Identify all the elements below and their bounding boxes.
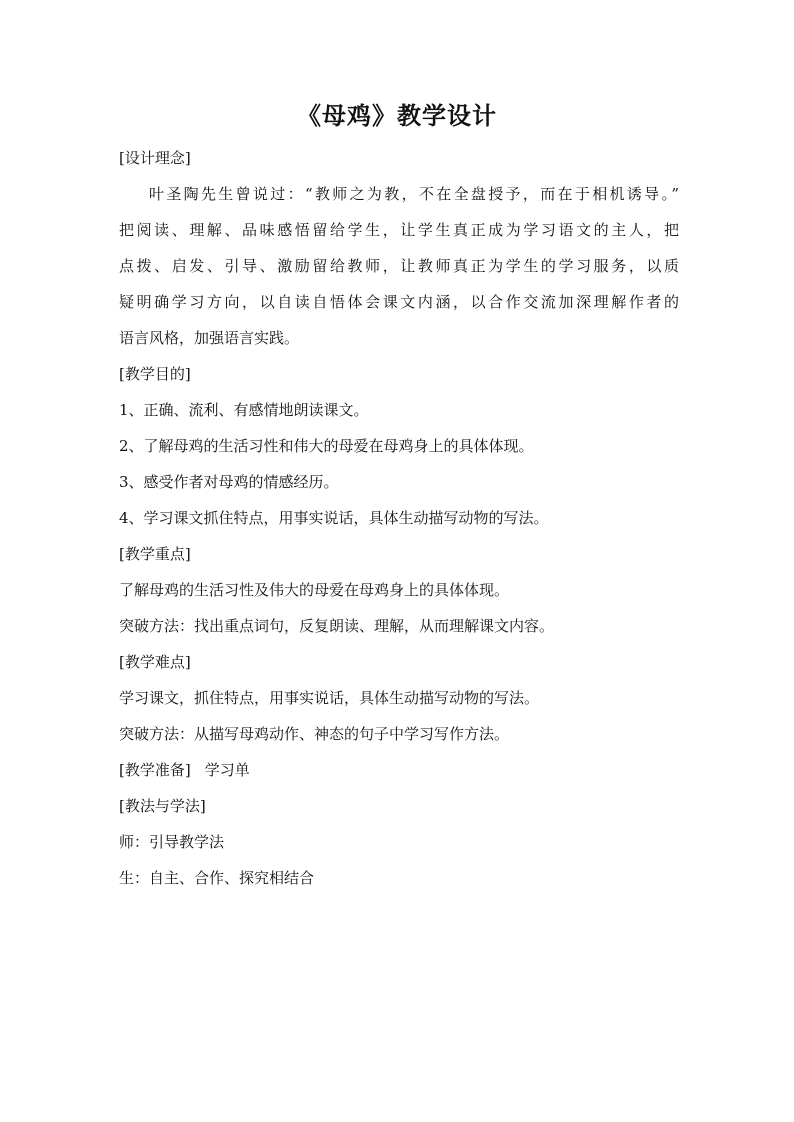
preparation-line <box>119 758 679 794</box>
goal-item: 2、了解母鸡的生活习性和伟大的母爱在母鸡身上的具体体现。 <box>119 437 534 455</box>
concept-paragraph-line: 点拨、启发、引导、激励留给教师，让教师真正为学生的学习服务，以质 <box>119 257 679 275</box>
method-line: 师：引导教学法 <box>119 833 225 851</box>
concept-paragraph-line: 把阅读、理解、品味感悟留给学生，让学生真正成为学习语文的主人，把 <box>119 221 679 239</box>
method-line: 生：自主、合作、探究相结合 <box>119 869 315 887</box>
concept-paragraph-line: 语言风格，加强语言实践。 <box>119 329 300 347</box>
difficulty-line: 学习课文，抓住特点，用事实说话，具体生动描写动物的写法。 <box>119 689 540 707</box>
preparation-value: 学习单 <box>204 761 250 779</box>
concept-paragraph-line: 疑明确学习方向，以自读自悟体会课文内涵，以合作交流加深理解作者的 <box>119 293 679 311</box>
goal-item: 3、感受作者对母鸡的情感经历。 <box>119 473 339 491</box>
section-heading-concept: [设计理念] <box>119 149 191 167</box>
key-point-line: 突破方法：找出重点词句，反复朗读、理解，从而理解课文内容。 <box>119 617 555 635</box>
difficulty-line: 突破方法：从描写母鸡动作、神态的句子中学习写作方法。 <box>119 725 510 743</box>
section-heading-methods: [教法与学法] <box>119 797 206 815</box>
key-point-line: 了解母鸡的生活习性及伟大的母爱在母鸡身上的具体体现。 <box>119 581 510 599</box>
document-title: 《母鸡》教学设计 <box>297 102 497 130</box>
goal-item: 4、学习课文抓住特点，用事实说话，具体生动描写动物的写法。 <box>119 509 549 527</box>
section-heading-goals: [教学目的] <box>119 365 191 383</box>
section-heading-key-points: [教学重点] <box>119 545 191 563</box>
section-heading-difficulties: [教学难点] <box>119 653 191 671</box>
section-heading-preparation: [教学准备] <box>119 761 191 779</box>
concept-paragraph-line: 叶圣陶先生曾说过：“教师之为教，不在全盘授予，而在于相机诱导。” <box>149 185 679 203</box>
document-body <box>119 146 679 902</box>
goal-item: 1、正确、流利、有感情地朗读课文。 <box>119 401 369 419</box>
